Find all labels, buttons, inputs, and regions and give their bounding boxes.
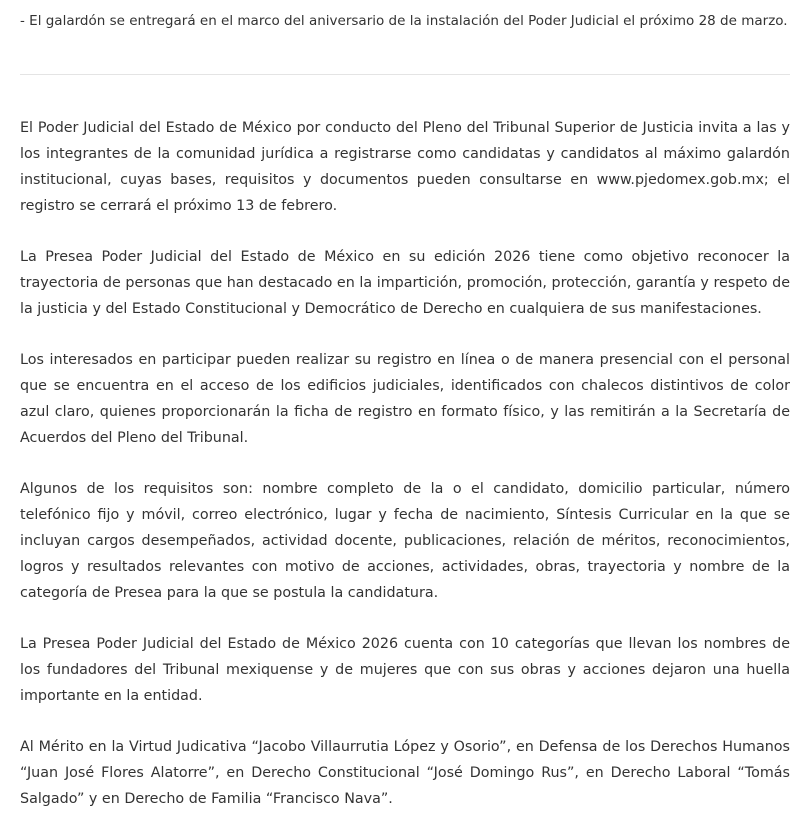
article-paragraph: La Presea Poder Judicial del Estado de México en su edición 2026 tiene como objetivo reconocer la trayectoria de personas que han destacado en la impartición, promoción, protección, garantía y respeto de la justicia y del Estado Constitucional y Democrático de Derecho en cualquiera de sus manifestaciones.	[20, 249, 790, 317]
article-paragraph: Al Mérito en la Virtud Judicativa “Jacobo Villaurrutia López y Osorio”, en Defensa de los Derechos Humanos “Juan José Flores Alatorre”, en Derecho Constitucional “José Domingo Rus”, en Derecho Laboral “Tomás Salgado” y en Derecho de Familia “Francisco Nava”.	[20, 739, 790, 807]
article-paragraph: Los interesados en participar pueden realizar su registro en línea o de manera presencial con el personal que se encuentra en el acceso de los edificios judiciales, identificados con chalecos distintivos de color azul claro, quienes proporcionarán la ficha de registro en formato físico, y las remitirán a la Secretaría de Acuerdos del Pleno del Tribunal.	[20, 352, 790, 446]
article-paragraph: El Poder Judicial del Estado de México por conducto del Pleno del Tribunal Superior de Justicia invita a las y los integrantes de la comunidad jurídica a registrarse como candidatas y candidatos al máximo galardón institucional, cuyas bases, requisitos y documentos pueden consultarse en www.pjedomex.gob.mx; el registro se cerrará el próximo 13 de febrero.	[20, 120, 790, 214]
article-paragraph: Algunos de los requisitos son: nombre completo de la o el candidato, domicilio particular, número telefónico fijo y móvil, correo electrónico, lugar y fecha de nacimiento, Síntesis Curricular en la que se incluyan cargos desempeñados, actividad docente, publicaciones, relación de méritos, reconocimientos, logros y resultados relevantes con motivo de acciones, actividades, obras, trayectoria y nombre de la categoría de Presea para la que se postula la candidatura.	[20, 481, 790, 601]
article-paragraph: La Presea Poder Judicial del Estado de México 2026 cuenta con 10 categorías que llevan los nombres de los fundadores del Tribunal mexiquense y de mujeres que con sus obras y acciones dejaron una huella importante en la entidad.	[20, 636, 790, 704]
section-divider	[20, 74, 790, 75]
article-body	[20, 115, 790, 837]
lead-bullet: - El galardón se entregará en el marco del aniversario de la instalación del Poder Judicial el próximo 28 de marzo.	[20, 13, 788, 29]
